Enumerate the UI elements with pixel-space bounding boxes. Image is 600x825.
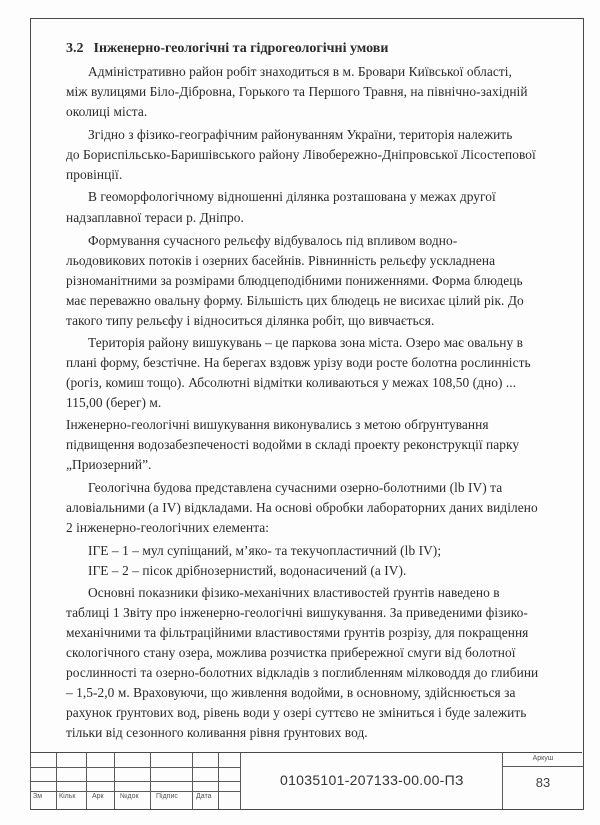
text-line: надзаплавної тераси р. Дніпро. — [66, 210, 244, 225]
text-line: (рогіз, комиш тощо). Абсолютні відмітки коливаються у межах 108,50 (дно) ... — [66, 375, 517, 390]
text-line: різноманітними за розмірами блюдцеподібними пониженнями. Форма блюдець — [66, 273, 523, 288]
revision-grid — [30, 753, 240, 809]
sheet-number: 83 — [535, 775, 551, 790]
text-line: Основні показники фізико-механічних властивостей ґрунтів наведено в — [88, 585, 500, 600]
text-line: до Бориспільсько-Баришівського району Лівобережно-Дніпровської Лісостепової — [66, 147, 536, 162]
text-line: ІГЕ – 1 – мул супіщаний, м’яко- та текучопластичний (lb IV); — [88, 543, 442, 558]
label-quantity: Кільк — [59, 793, 76, 800]
text-line: рахунок ґрунтових вод, рівень води у озері суттєво не зміниться і буде залежить — [66, 705, 527, 720]
text-line: скологічного стану озера, можлива розчистка прибережної смуги від болотної — [66, 645, 516, 660]
text-line: провінції. — [66, 167, 123, 182]
label-change: Зм — [33, 793, 43, 800]
text-line: 2 інженерно-геологічних елемента: — [66, 520, 270, 535]
text-line: околиці міста. — [66, 104, 148, 119]
text-line: плані форму, безстічне. На берегах вздовж урізу води росте болотна рослинність — [66, 355, 531, 370]
text-line: Територія району вишукувань – це паркова зона міста. Озеро має овальну в — [88, 335, 523, 350]
text-line: тільки від сезонного коливання рівня ґрунтових вод. — [66, 725, 368, 740]
sheet-label: Аркуш — [532, 755, 554, 762]
text-line: 115,00 (берег) м. — [66, 395, 162, 410]
text-line: Адміністративно район робіт знаходиться в м. Бровари Київської області, — [88, 64, 512, 79]
text-line: Інженерно-геологічні вишукування виконувались з метою обґрунтування — [66, 417, 489, 432]
document-code: 01035101-207133-00.00-ПЗ — [280, 772, 464, 788]
text-line: рослинності та озерно-болотних відкладів з поглибленням мілководдя до глибини — [66, 665, 539, 680]
text-line: Геологічна будова представлена сучасними озерно-болотними (lb IV) та — [88, 480, 503, 495]
title-block — [30, 752, 582, 809]
text-line: такого типу рельєфу і відноситься ділянка робіт, що вивчається. — [66, 313, 435, 328]
section-title: Інженерно-геологічні та гідрогеологічні умови — [93, 41, 389, 56]
text-line: ІГЕ – 2 – пісок дрібнозернистий, водонасичений (а IV). — [88, 563, 407, 578]
text-line: таблиці 1 Звіту про інженерно-геологічні вишукування. За приведеними фізико- — [66, 605, 528, 620]
text-line: має переважно овальну форму. Більшість цих блюдець не висихає цілий рік. До — [66, 293, 524, 308]
label-signature: Підпис — [156, 793, 178, 800]
section-heading — [66, 41, 388, 57]
text-line: підвищення водозабезпеченості водойми в складі проекту реконструкції парку — [66, 437, 520, 452]
text-line: між вулицями Біло-Дібровна, Горького та Першого Травня, на північно-західній — [66, 84, 528, 99]
label-date: Дата — [196, 793, 212, 800]
text-line: „Приозерний”. — [66, 457, 152, 472]
text-line: В геоморфологічному відношенні ділянка розташована у межах другої — [88, 189, 496, 204]
label-doc-no: №док — [120, 793, 139, 800]
text-line: – 1,5-2,0 м. Враховуючи, що живлення водойми, в основному, здійснюється за — [66, 685, 516, 700]
label-sheet: Арк — [92, 793, 104, 800]
section-number: 3.2 — [66, 41, 84, 56]
text-line: аловіальними (а IV) відкладами. На основі обробки лабораторних даних виділено — [66, 500, 538, 515]
text-line: Згідно з фізико-географічним районуванням України, територія належить — [88, 127, 513, 142]
text-line: механічними та фільтраційними властивостями ґрунтів розрізу, для покращення — [66, 625, 529, 640]
text-line: Формування сучасного рельєфу відбувалось під впливом водно- — [88, 233, 458, 248]
sheet-box — [502, 753, 583, 809]
text-line: льодовикових потоків і озерних басейнів. Рівнинність рельєфу ускладнена — [66, 253, 496, 268]
